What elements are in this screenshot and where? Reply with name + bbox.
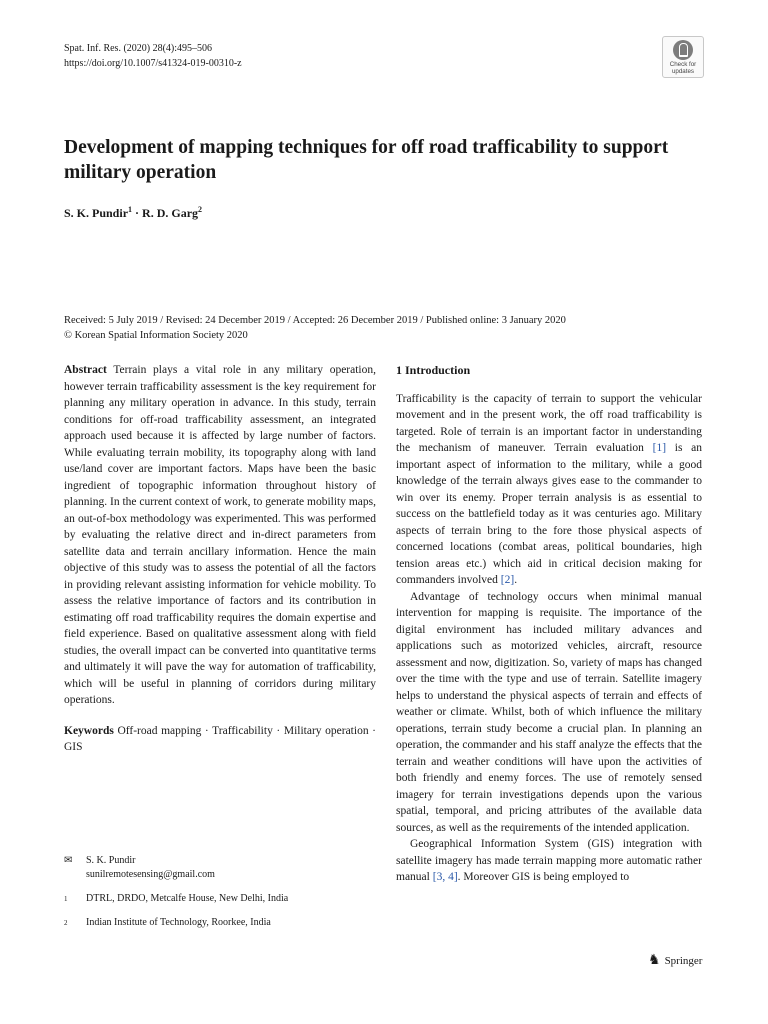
corr-email[interactable]: sunilremotesensing@gmail.com bbox=[86, 869, 215, 880]
springer-horse-icon: ♞ bbox=[648, 953, 661, 968]
author-list bbox=[64, 205, 202, 221]
envelope-icon: ✉ bbox=[64, 855, 73, 866]
journal-citation bbox=[64, 41, 242, 71]
affiliation-number: 2 bbox=[64, 919, 68, 927]
paragraph-text: Geographical Information System (GIS) integration with satellite imagery has made terrain mapping more automatic rather manual bbox=[396, 838, 702, 883]
citation-link[interactable]: [1] bbox=[652, 442, 667, 454]
publication-history bbox=[64, 313, 704, 343]
bookmark-icon bbox=[673, 40, 693, 60]
affiliation-text: DTRL, DRDO, Metcalfe House, New Delhi, India bbox=[86, 893, 289, 904]
affiliation-marker: 2 bbox=[198, 205, 203, 214]
abstract-column bbox=[64, 362, 376, 756]
affiliation-2 bbox=[64, 916, 376, 930]
abstract bbox=[64, 362, 376, 709]
author-separator: · bbox=[132, 206, 143, 220]
introduction-column bbox=[396, 362, 702, 886]
corr-name: S. K. Pundir bbox=[86, 855, 136, 866]
author-name[interactable]: S. K. Pundir bbox=[64, 206, 129, 220]
publisher-name: Springer bbox=[664, 954, 703, 967]
affiliation-1 bbox=[64, 892, 376, 906]
keywords-label: Keywords bbox=[64, 724, 114, 737]
citation-link[interactable]: [2] bbox=[500, 574, 515, 586]
doi-link[interactable]: https://doi.org/10.1007/s41324-019-00310-z bbox=[64, 58, 242, 69]
affiliation-number: 1 bbox=[64, 895, 68, 903]
intro-paragraph-2: Advantage of technology occurs when minimal manual intervention for mapping is requisite. The importance of the digital environment has included military advances and applications such as motorized vehicles, aircraft, resource assessment and now, digitization. So, variety of maps has changed over the time with the type and use of terrain. Satellite imagery helps to understand the physical aspects of terrain and effects of weather or climate. Whilst, both of which influence the military operations, terrain study become a crucial plan. In planning an operation, the commander and his staff analyze the effects that the terrain and weather conditions will have upon the activities of both friendly and enemy forces. The use of remotely sensed imagery for terrain investigations depends upon the various spatial, temporal, and pricing attributes of the available data sources, as well as the requirements of the intended application. bbox=[396, 590, 702, 834]
section-heading: 1 Introduction bbox=[396, 363, 471, 377]
paper-title: Development of mapping techniques for off road trafficability to support military operation bbox=[64, 137, 669, 183]
paragraph-text: is an important aspect of information to the military, while a good knowledge of the terrain always gives ease to the commander to win over its enemy. Proper terrain analysis is as essential to success on the battlefield today as it was centuries ago. Military aspects of terrain bring to the fore those physical aspects of concerned locations (combat areas, political boundaries, high tension areas etc.) which aid in critical decision making for commanders involved bbox=[396, 442, 702, 586]
paragraph-text: Trafficability is the capacity of terrain to support the vehicular movement and in the present work, the off road trafficability is targeted. Role of terrain is an important factor in understanding the mechanism of maneuver. Terrain evaluation bbox=[396, 392, 702, 454]
affiliation-marker: 1 bbox=[128, 205, 133, 214]
corresponding-author bbox=[64, 854, 376, 882]
badge-label: Check for updates bbox=[669, 61, 697, 75]
citation-link[interactable]: 4] bbox=[448, 871, 458, 883]
abstract-text: Terrain plays a vital role in any military operation, however terrain trafficability assessment is the key requirement for planning any military operation in advance. In this study, terrain conditions for off-road trafficability assessment, an integrated approach used because it is affected by large number of factors. While evaluating terrain mobility, its topography along with land use/land cover are important factors. Maps have been the basic ingredient of topographic information throughout history of planning. In the current context of work, to generate mobility maps, an out-of-box methodology was experimented. This was performed by evaluating the relative direct and in-direct parameters from satellite data and terrain ancillary information. Hence the main objective of this study was to assess the potential of all the factors in providing relevant assisting information for vehicle mobility. To assess the relative importance of factors and its contribution in estimating off road trafficability requires the domain expertise and field experience. Based on qualitative assessment along with field studies, the overall impact can be converted into quantitative terms and ultimately it will pave the way for automation of trafficability, which will be useful in planning of corridors during military operations. bbox=[64, 364, 377, 706]
intro-paragraph-3 bbox=[396, 836, 702, 886]
correspondence-block bbox=[64, 854, 376, 930]
author-name[interactable]: R. D. Garg bbox=[142, 206, 199, 220]
affiliation-text: Indian Institute of Technology, Roorkee, India bbox=[86, 917, 271, 928]
keywords bbox=[64, 723, 376, 756]
citation-link[interactable]: [3, bbox=[432, 871, 449, 883]
paragraph-text: . Moreover GIS is being employed to bbox=[457, 871, 630, 883]
abstract-label: Abstract bbox=[64, 364, 107, 376]
intro-paragraph-1 bbox=[396, 391, 702, 589]
journal-line: Spat. Inf. Res. (2020) 28(4):495–506 bbox=[64, 43, 213, 54]
check-for-updates-badge[interactable] bbox=[662, 36, 704, 78]
dates-line: Received: 5 July 2019 / Revised: 24 December 2019 / Accepted: 26 December 2019 / Published online: 3 January 2020 bbox=[64, 315, 566, 326]
copyright-line: © Korean Spatial Information Society 2020 bbox=[64, 330, 248, 341]
keywords-text: Off-road mapping · Trafficability · Military operation · GIS bbox=[64, 724, 377, 753]
publisher-logo bbox=[648, 952, 702, 969]
paragraph-text: . bbox=[514, 574, 518, 586]
